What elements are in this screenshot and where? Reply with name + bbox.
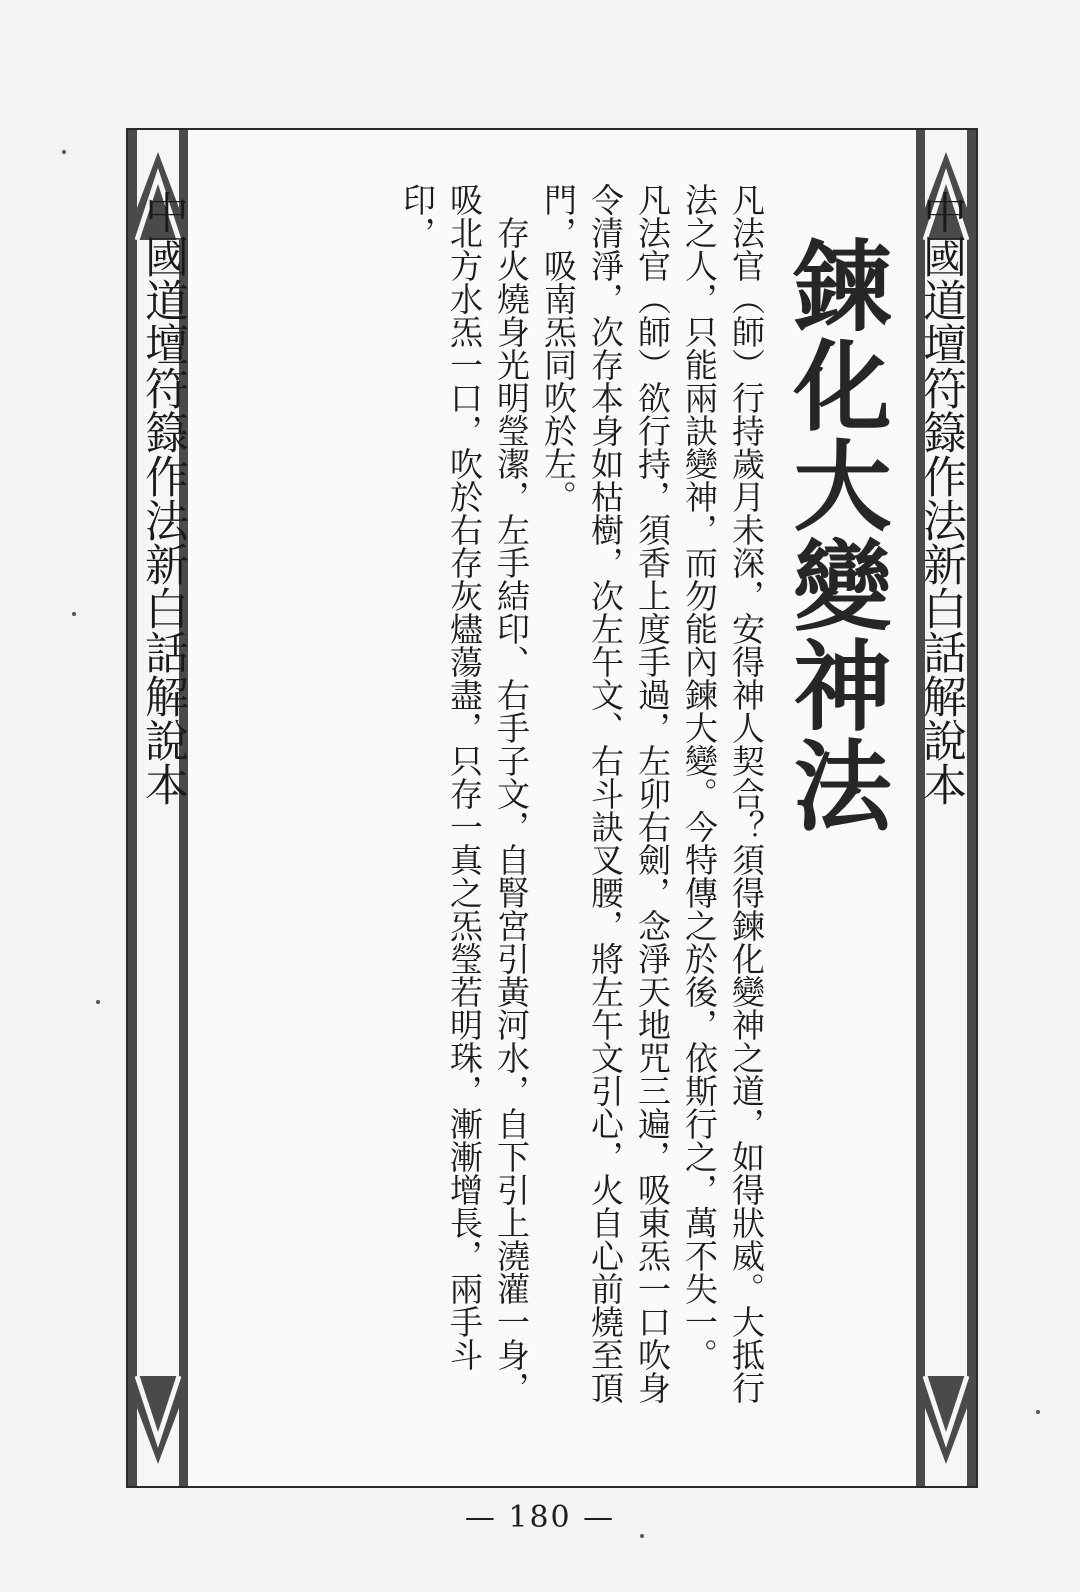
chevron-ornament-icon	[128, 1316, 188, 1486]
paragraph-2: 凡法官（師）欲行持，須香上度手過，左卯右劍，念淨天地咒三遍，吸東炁一口吹身令清淨，次存本身如枯樹，次左午文、右斗訣叉腰，將左午文引心，火自心前燒至頂門，吸南炁同吹於左。	[539, 183, 672, 1404]
scan-speck	[1036, 1410, 1040, 1414]
scan-speck	[62, 150, 66, 154]
paragraph-3: 存火燒身光明瑩潔，左手結印、右手子文，自腎宮引黃河水，自下引上澆灌一身，吸北方水炁一口，吹於右存灰燼蕩盡，只存一真之炁瑩若明珠，漸漸增長，兩手斗印，	[398, 183, 531, 1404]
content-area	[200, 175, 900, 1435]
scan-speck	[96, 1000, 100, 1004]
left-running-title: 中國道壇符籙作法新白話解說本	[137, 190, 188, 806]
body-text	[394, 183, 770, 1423]
paragraph-1: 凡法官（師）行持歲月未深，安得神人契合？須得鍊化變神之道，如得狀威。大抵行法之人，只能兩訣變神，而勿能內鍊大變。今特傳之於後，依斯行之，萬不失一。	[680, 183, 766, 1404]
right-running-title: 中國道壇符籙作法新白話解說本	[915, 190, 966, 806]
chapter-title: 鍊化大變神法	[777, 235, 891, 835]
scan-speck	[640, 1534, 644, 1538]
chevron-ornament-icon	[916, 1316, 976, 1486]
scan-speck	[72, 612, 76, 616]
page-number: — 180 —	[464, 1500, 616, 1535]
